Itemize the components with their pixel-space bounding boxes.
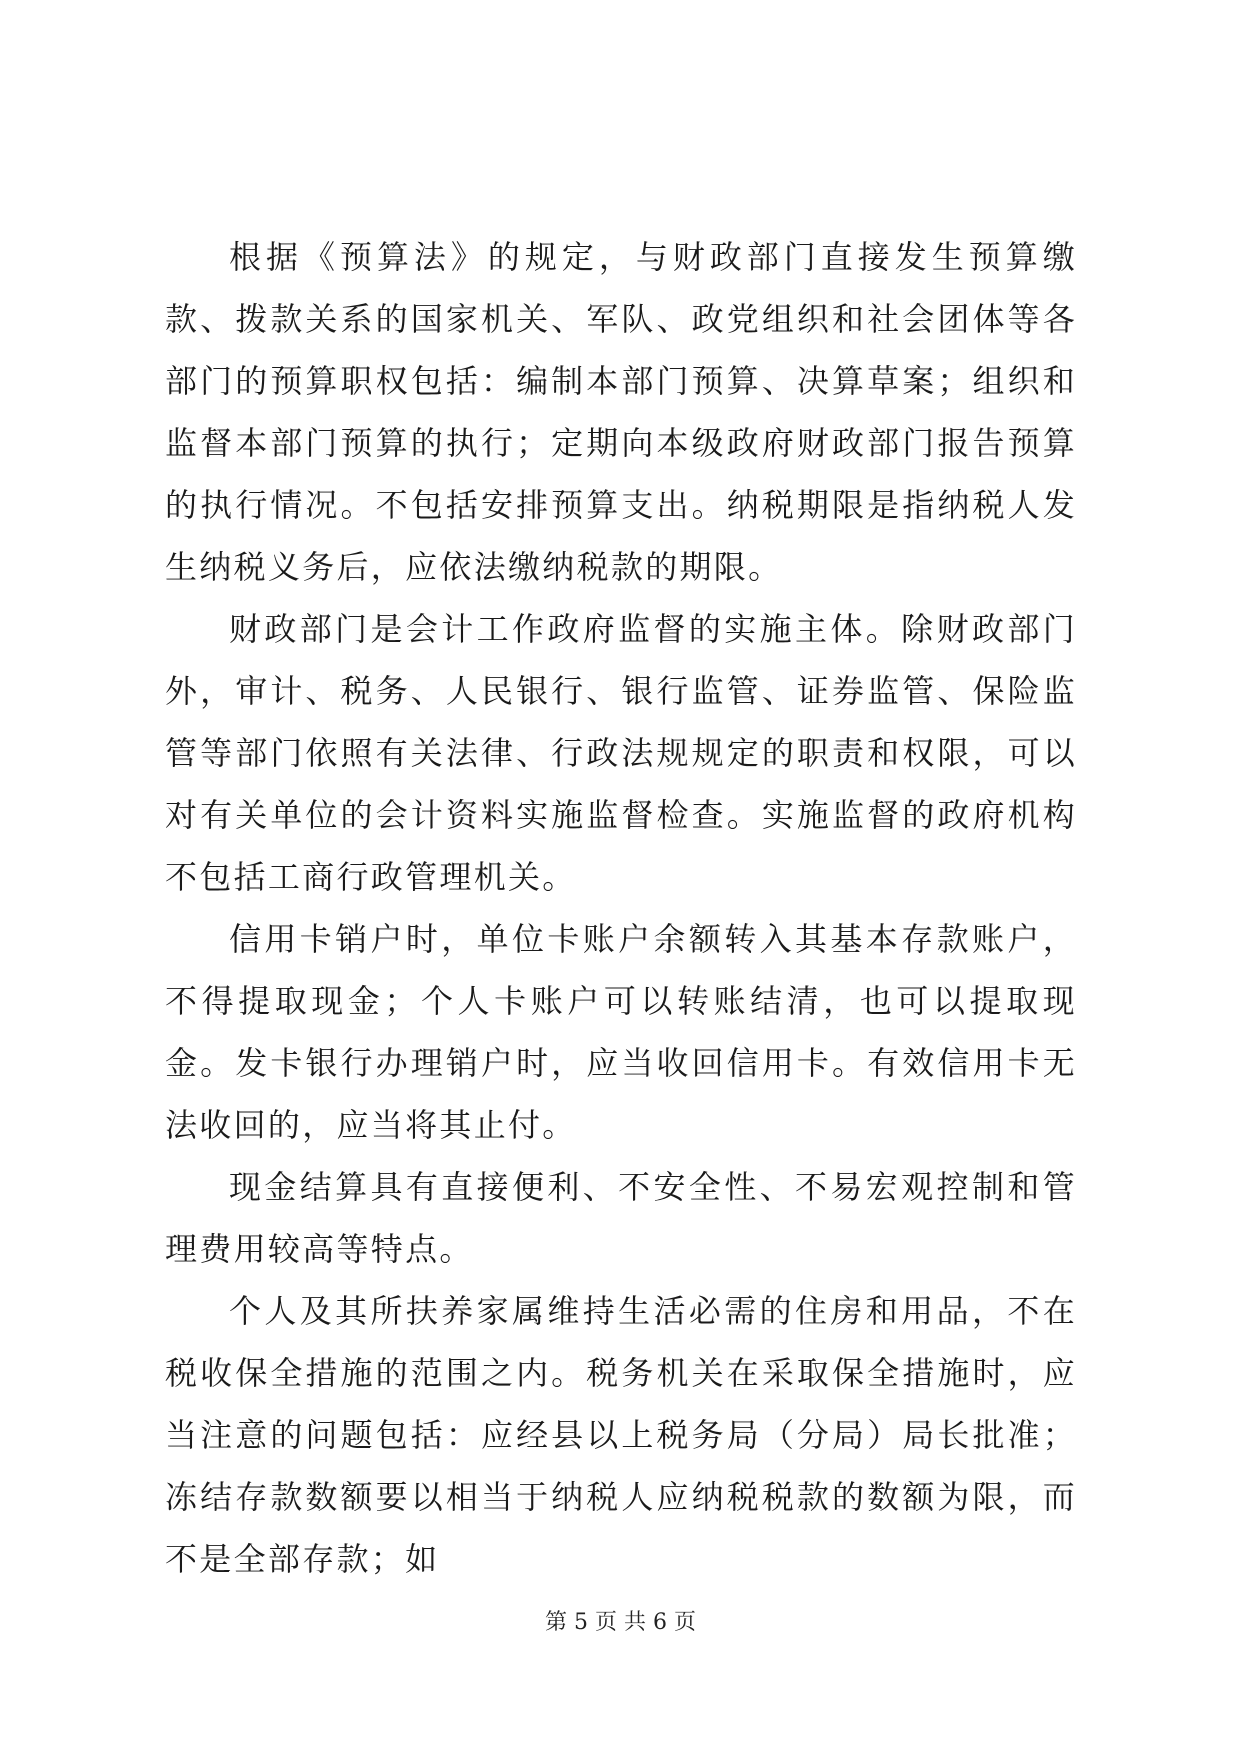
page-footer: 第 5 页 共 6 页 [545,1610,696,1635]
paragraph-budget-law: 根据《预算法》的规定，与财政部门直接发生预算缴款、拨款关系的国家机关、军队、政党组织和社会团体等各部门的预算职权包括：编制本部门预算、决算草案；组织和监督本部门预算的执行；定期向本级政府财政部门报告预算的执行情况。不包括安排预算支出。纳税期限是指纳税人发生纳税义务后，应依法缴纳税款的期限。 [165,238,1077,586]
paragraph-cash-settlement: 现金结算具有直接便利、不安全性、不易宏观控制和管理费用较高等特点。 [165,1168,1077,1268]
document-body [165,226,1077,1590]
paragraph-accounting-supervision: 财政部门是会计工作政府监督的实施主体。除财政部门外，审计、税务、人民银行、银行监管、证券监管、保险监管等部门依照有关法律、行政法规规定的职责和权限，可以对有关单位的会计资料实施监督检查。实施监督的政府机构不包括工商行政管理机关。 [165,610,1077,896]
paragraph-tax-preservation: 个人及其所扶养家属维持生活必需的住房和用品，不在税收保全措施的范围之内。税务机关在采取保全措施时，应当注意的问题包括：应经县以上税务局（分局）局长批准；冻结存款数额要以相当于纳税人应纳税税款的数额为限，而不是全部存款；如 [165,1292,1077,1578]
paragraph-credit-card-closing: 信用卡销户时，单位卡账户余额转入其基本存款账户，不得提取现金；个人卡账户可以转账结清，也可以提取现金。发卡银行办理销户时，应当收回信用卡。有效信用卡无法收回的，应当将其止付。 [165,920,1077,1144]
